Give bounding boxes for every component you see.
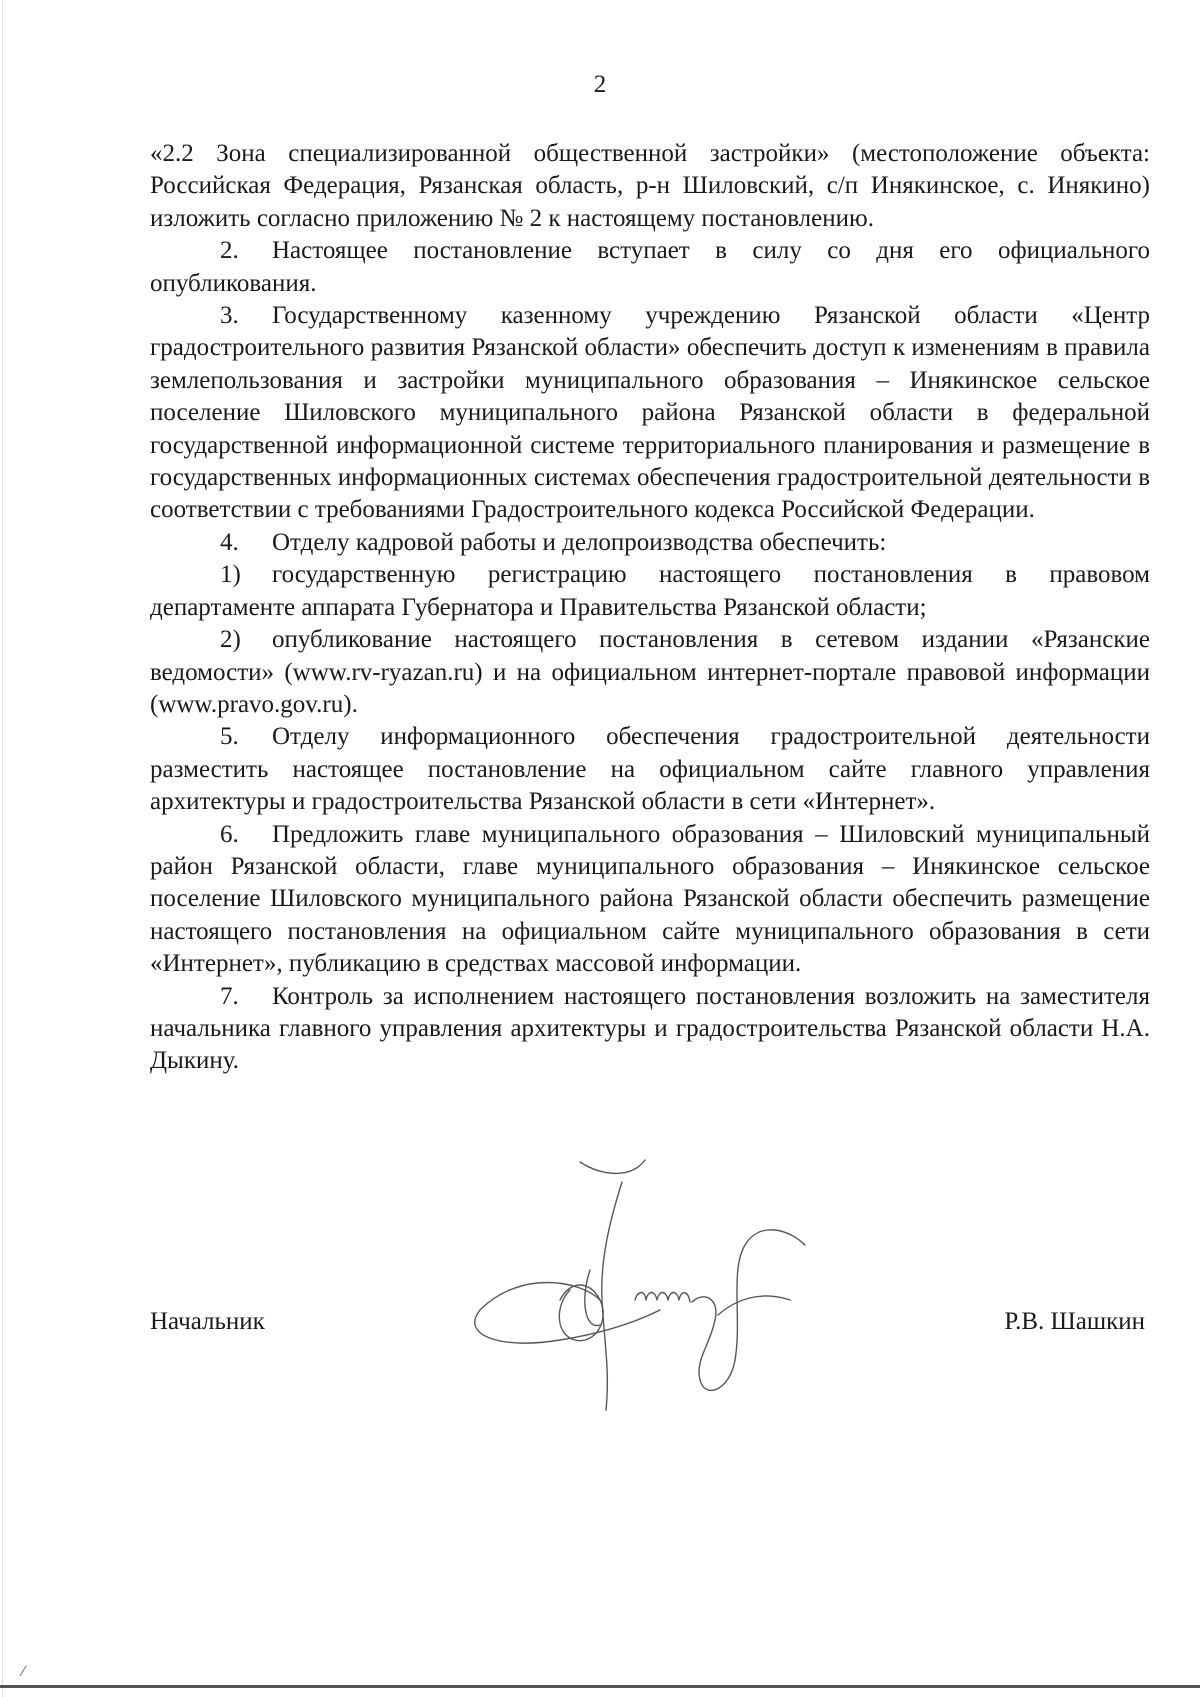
paragraph-number: 7. [220,982,239,1010]
paragraph-text: опубликование настоящего постановления в сетевом издании «Рязанские ведомости» (www.rv-ryazan.ru) и на официальном интернет-портале правовой информации (www.pravo.gov.ru). [150,626,1150,718]
paragraph-item-2 [150,235,1150,300]
paragraph-text: «2.2 Зона специализированной общественной застройки» (местоположение объекта: Российская Федерация, Рязанская область, р-н Шиловский, с/п Инякинское, с. Инякино) изложить согласно приложению № 2 к настоящему постановлению. [150,140,1150,232]
paragraph-number: 5. [220,723,239,751]
paragraph-item-3 [150,300,1150,527]
scan-edge-bottom [0,1685,1200,1688]
signatory-name: Р.В. Шашкин [1004,1308,1145,1335]
paragraph-text: Отделу информационного обеспечения градостроительной деятельности разместить настоящее постановление на официальном сайте главного управления архитектуры и градостроительства Рязанской области в сети «Интернет». [150,723,1150,816]
paragraph-item-6 [150,819,1150,981]
paragraph-zone-item [150,138,1150,235]
scan-edge-left [2,0,3,1697]
paragraph-number: 1) [220,561,241,589]
paragraph-text: Контроль за исполнением настоящего постановления возложить на заместителя начальника главного управления архитектуры и градостроительства Рязанской области Н.А. Дыкину. [150,982,1150,1075]
paragraph-number: 4. [220,528,239,556]
paragraph-number: 3. [220,302,239,330]
paragraph-number: 2. [220,237,239,265]
scan-mark: ⁄ [22,1664,25,1680]
paragraph-number: 2) [220,626,241,654]
document-body [150,138,1150,1078]
paragraph-item-7 [150,981,1150,1078]
paragraph-text: государственную регистрацию настоящего постановления в правовом департаменте аппарата Губернатора и Правительства Рязанской области; [150,561,1150,621]
paragraph-item-5 [150,721,1150,818]
page-number: 2 [593,71,607,98]
paragraph-item-4 [150,527,1150,559]
paragraph-text: Предложить главе муниципального образования – Шиловский муниципальный район Рязанской области, главе муниципального образования – Инякинское сельское поселение Шиловского муниципального района Рязанской области обеспечить размещение настоящего постановления на официальном сайте муниципального образования в сети «Интернет», публикацию в средствах массовой информации. [150,820,1150,978]
signatory-title: Начальник [150,1308,265,1335]
paragraph-text: Отделу кадровой работы и делопроизводства обеспечить: [272,528,887,556]
handwritten-signature [460,1150,840,1440]
paragraph-number: 6. [220,820,239,848]
paragraph-subitem-4-1 [150,559,1150,624]
paragraph-text: Настоящее постановление вступает в силу со дня его официального опубликования. [150,237,1150,297]
paragraph-subitem-4-2 [150,624,1150,721]
paragraph-text: Государственному казенному учреждению Рязанской области «Центр градостроительного развития Рязанской области» обеспечить доступ к изменениям в правила землепользования и застройки муниципального образования – Инякинское сельское поселение Шиловского муниципального района Рязанской области в федеральной государственной информационной системе территориального планирования и размещение в государственных информационных системах обеспечения градостроительной деятельности в соответствии с требованиями Градостроительного кодекса Российской Федерации. [150,302,1150,524]
